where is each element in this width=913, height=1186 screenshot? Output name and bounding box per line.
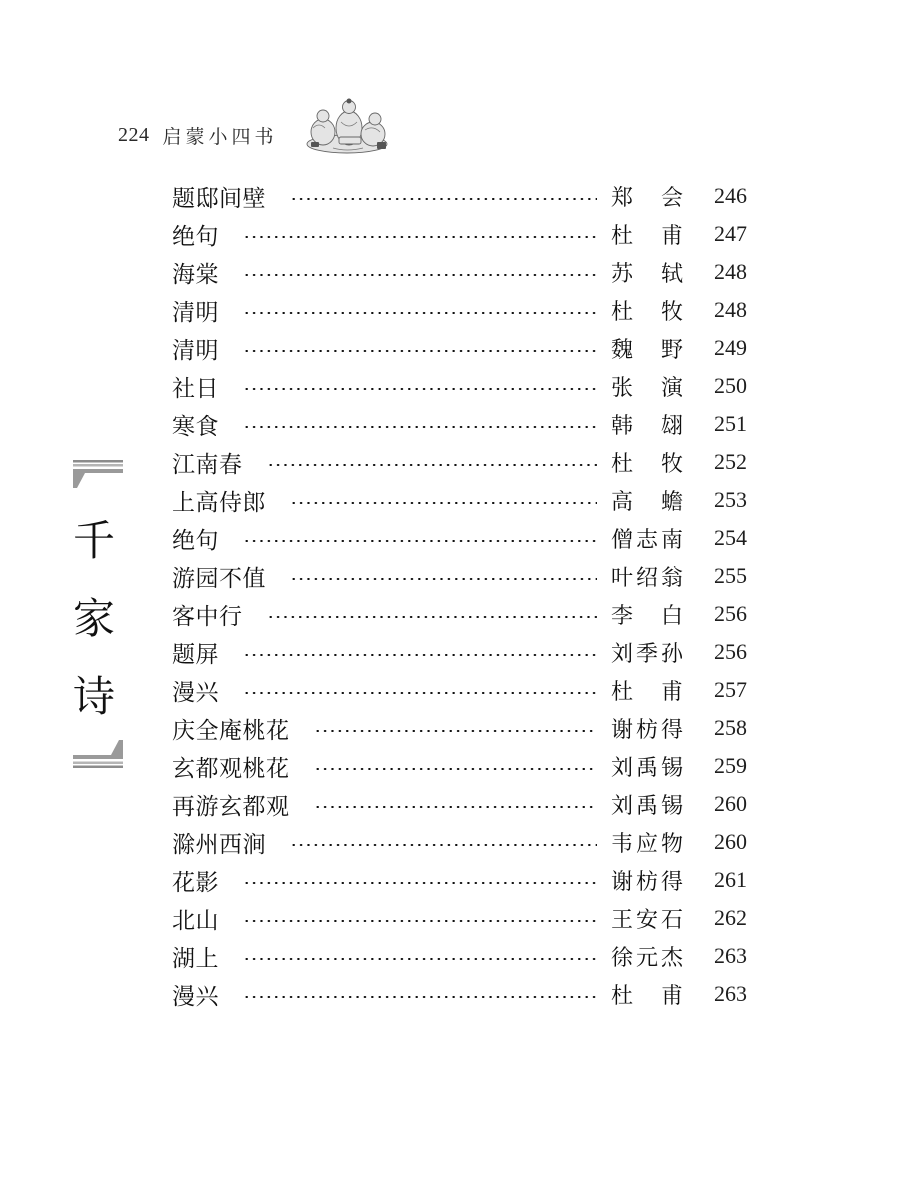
poet-name-char: 王 — [611, 907, 634, 933]
poem-title: 清明 — [172, 337, 219, 364]
poet-name — [611, 637, 683, 668]
poet-name — [611, 789, 683, 820]
toc-entry[interactable] — [172, 785, 747, 823]
toc-entry[interactable] — [172, 671, 747, 709]
page-ref: 250 — [714, 373, 747, 398]
dot-leader — [243, 312, 597, 314]
page-ref: 260 — [714, 791, 747, 816]
poem-title: 海棠 — [172, 261, 219, 288]
section-title-char: 家 — [73, 594, 116, 643]
poet-name — [611, 751, 683, 782]
dot-leader — [243, 882, 597, 884]
poem-title: 湖上 — [172, 945, 219, 972]
page-ref: 258 — [714, 715, 747, 740]
poet-name-char: 刘 — [611, 755, 634, 781]
dot-leader — [243, 274, 597, 276]
page-ref: 260 — [714, 829, 747, 854]
poet-name-char: 杜 — [611, 679, 634, 705]
poet-name-char: 禹 — [635, 793, 658, 819]
dot-leader — [243, 540, 597, 542]
dot-leader — [267, 464, 598, 466]
poet-name-char: 甫 — [660, 679, 683, 705]
dot-leader — [243, 996, 597, 998]
page-ref: 254 — [714, 525, 747, 550]
poet-name-char: 杜 — [611, 299, 634, 325]
toc-entry[interactable] — [172, 937, 747, 975]
dot-leader — [243, 920, 597, 922]
book-title: 启蒙小四书 — [162, 125, 278, 148]
poet-name-char: 会 — [660, 185, 683, 211]
page-ref: 256 — [714, 601, 747, 626]
page-ref: 247 — [714, 221, 747, 246]
poet-name — [611, 941, 683, 972]
poet-name-char: 谢 — [611, 869, 634, 895]
page-ref: 252 — [714, 449, 747, 474]
poet-name-char: 石 — [660, 907, 683, 933]
toc-entry[interactable] — [172, 253, 747, 291]
poet-name — [611, 523, 683, 554]
dot-leader — [243, 388, 597, 390]
poem-title: 江南春 — [172, 451, 243, 478]
poem-title: 题屏 — [172, 641, 219, 668]
poem-title: 寒食 — [172, 413, 219, 440]
poet-name — [611, 447, 683, 478]
poet-name-char: 野 — [660, 337, 683, 363]
poet-name — [611, 181, 683, 212]
poet-name-char: 刘 — [611, 793, 634, 819]
poet-name-char: 南 — [660, 527, 683, 553]
poet-name-char: 孙 — [660, 641, 683, 667]
section-title-char: 诗 — [73, 672, 116, 721]
poet-name-char: 枋 — [635, 869, 658, 895]
toc-entry[interactable] — [172, 861, 747, 899]
toc-entry[interactable] — [172, 975, 747, 1013]
poet-name-char: 物 — [660, 831, 683, 857]
section-title — [73, 502, 116, 736]
poem-title: 庆全庵桃花 — [172, 717, 290, 744]
poet-name-char: 谢 — [611, 717, 634, 743]
poet-name — [611, 295, 683, 326]
poet-name-char: 杜 — [611, 223, 634, 249]
toc-entry[interactable] — [172, 329, 747, 367]
poet-name — [611, 257, 683, 288]
toc-entry[interactable] — [172, 291, 747, 329]
toc-entry[interactable] — [172, 557, 747, 595]
poet-name — [611, 561, 683, 592]
poet-name-char: 郑 — [611, 185, 634, 211]
poem-title: 题邸间壁 — [172, 185, 266, 212]
page-ref: 255 — [714, 563, 747, 588]
poem-title: 社日 — [172, 375, 219, 402]
dot-leader — [290, 578, 597, 580]
page-ref: 262 — [714, 905, 747, 930]
poet-name — [611, 485, 683, 516]
poet-name — [611, 333, 683, 364]
poet-name-char: 刘 — [611, 641, 634, 667]
poet-name-char: 轼 — [660, 261, 683, 287]
toc-entry[interactable] — [172, 595, 747, 633]
poem-title: 再游玄都观 — [172, 793, 290, 820]
section-side-tab — [73, 460, 123, 768]
page-ref: 261 — [714, 867, 747, 892]
toc-entry[interactable] — [172, 367, 747, 405]
top-bracket-ornament — [73, 460, 123, 490]
poet-name-char: 演 — [660, 375, 683, 401]
table-of-contents — [172, 177, 747, 1013]
poet-name-char: 甫 — [660, 983, 683, 1009]
toc-entry[interactable] — [172, 481, 747, 519]
poet-name-char: 僧 — [611, 527, 634, 553]
poem-title: 清明 — [172, 299, 219, 326]
toc-entry[interactable] — [172, 823, 747, 861]
dot-leader — [267, 616, 598, 618]
poet-name — [611, 219, 683, 250]
poem-title: 滁州西涧 — [172, 831, 266, 858]
poet-name-char: 苏 — [611, 261, 634, 287]
page-ref: 248 — [714, 259, 747, 284]
poem-title: 上高侍郎 — [172, 489, 266, 516]
poet-name — [611, 675, 683, 706]
page-ref: 257 — [714, 677, 747, 702]
poem-title: 客中行 — [172, 603, 243, 630]
dot-leader — [243, 350, 597, 352]
running-head — [118, 117, 278, 153]
page-ref: 248 — [714, 297, 747, 322]
dot-leader — [243, 426, 597, 428]
poem-title: 绝句 — [172, 527, 219, 554]
poem-title: 北山 — [172, 907, 219, 934]
poet-name-char: 牧 — [660, 299, 683, 325]
dot-leader — [314, 768, 598, 770]
poet-name-char: 元 — [635, 945, 658, 971]
poet-name-char: 高 — [611, 489, 634, 515]
poem-title: 漫兴 — [172, 679, 219, 706]
toc-entry[interactable] — [172, 899, 747, 937]
page-ref: 246 — [714, 183, 747, 208]
poet-name-char: 杰 — [660, 945, 683, 971]
toc-entry[interactable] — [172, 633, 747, 671]
poet-name-char: 绍 — [635, 565, 658, 591]
poet-name-char: 季 — [635, 641, 658, 667]
section-title-char: 千 — [73, 516, 116, 565]
poet-name-char: 张 — [611, 375, 634, 401]
poet-name-char: 韩 — [611, 413, 634, 439]
poet-name-char: 枋 — [635, 717, 658, 743]
page-ref: 253 — [714, 487, 747, 512]
toc-entry[interactable] — [172, 177, 747, 215]
toc-entry[interactable] — [172, 443, 747, 481]
scholars-illustration-icon — [303, 98, 393, 156]
poet-name — [611, 371, 683, 402]
poet-name-char: 杜 — [611, 451, 634, 477]
bottom-bracket-ornament — [73, 738, 123, 768]
page-ref: 259 — [714, 753, 747, 778]
page-ref: 249 — [714, 335, 747, 360]
poet-name-char: 得 — [660, 869, 683, 895]
poem-title: 漫兴 — [172, 983, 219, 1010]
toc-entry[interactable] — [172, 747, 747, 785]
poet-name-char: 李 — [611, 603, 634, 629]
poet-name — [611, 903, 683, 934]
poem-title: 花影 — [172, 869, 219, 896]
poet-name — [611, 599, 683, 630]
dot-leader — [290, 844, 597, 846]
poet-name-char: 志 — [635, 527, 658, 553]
poet-name — [611, 979, 683, 1010]
poet-name-char: 锡 — [660, 755, 683, 781]
dot-leader — [243, 654, 597, 656]
poet-name — [611, 713, 683, 744]
poem-title: 玄都观桃花 — [172, 755, 290, 782]
poet-name — [611, 865, 683, 896]
poet-name-char: 杜 — [611, 983, 634, 1009]
poet-name-char: 白 — [660, 603, 683, 629]
poet-name-char: 翁 — [660, 565, 683, 591]
poem-title: 游园不值 — [172, 565, 266, 592]
toc-entry[interactable] — [172, 405, 747, 443]
page-ref: 256 — [714, 639, 747, 664]
poet-name-char: 徐 — [611, 945, 634, 971]
dot-leader — [243, 692, 597, 694]
poet-name — [611, 409, 683, 440]
poet-name-char: 得 — [660, 717, 683, 743]
page-ref: 263 — [714, 981, 747, 1006]
poet-name-char: 安 — [635, 907, 658, 933]
poet-name-char: 锡 — [660, 793, 683, 819]
toc-entry[interactable] — [172, 215, 747, 253]
dot-leader — [314, 730, 598, 732]
page-ref: 263 — [714, 943, 747, 968]
page-number: 224 — [118, 123, 150, 146]
dot-leader — [290, 502, 597, 504]
dot-leader — [314, 806, 598, 808]
poet-name — [611, 827, 683, 858]
page-ref: 251 — [714, 411, 747, 436]
poet-name-char: 魏 — [611, 337, 634, 363]
poet-name-char: 甫 — [660, 223, 683, 249]
dot-leader — [290, 198, 597, 200]
dot-leader — [243, 958, 597, 960]
toc-entry[interactable] — [172, 519, 747, 557]
poet-name-char: 禹 — [635, 755, 658, 781]
poem-title: 绝句 — [172, 223, 219, 250]
poet-name-char: 蟾 — [660, 489, 683, 515]
poet-name-char: 应 — [635, 831, 658, 857]
poet-name-char: 牧 — [660, 451, 683, 477]
dot-leader — [243, 236, 597, 238]
poet-name-char: 叶 — [611, 565, 634, 591]
poet-name-char: 翃 — [660, 413, 683, 439]
poet-name-char: 韦 — [611, 831, 634, 857]
toc-entry[interactable] — [172, 709, 747, 747]
